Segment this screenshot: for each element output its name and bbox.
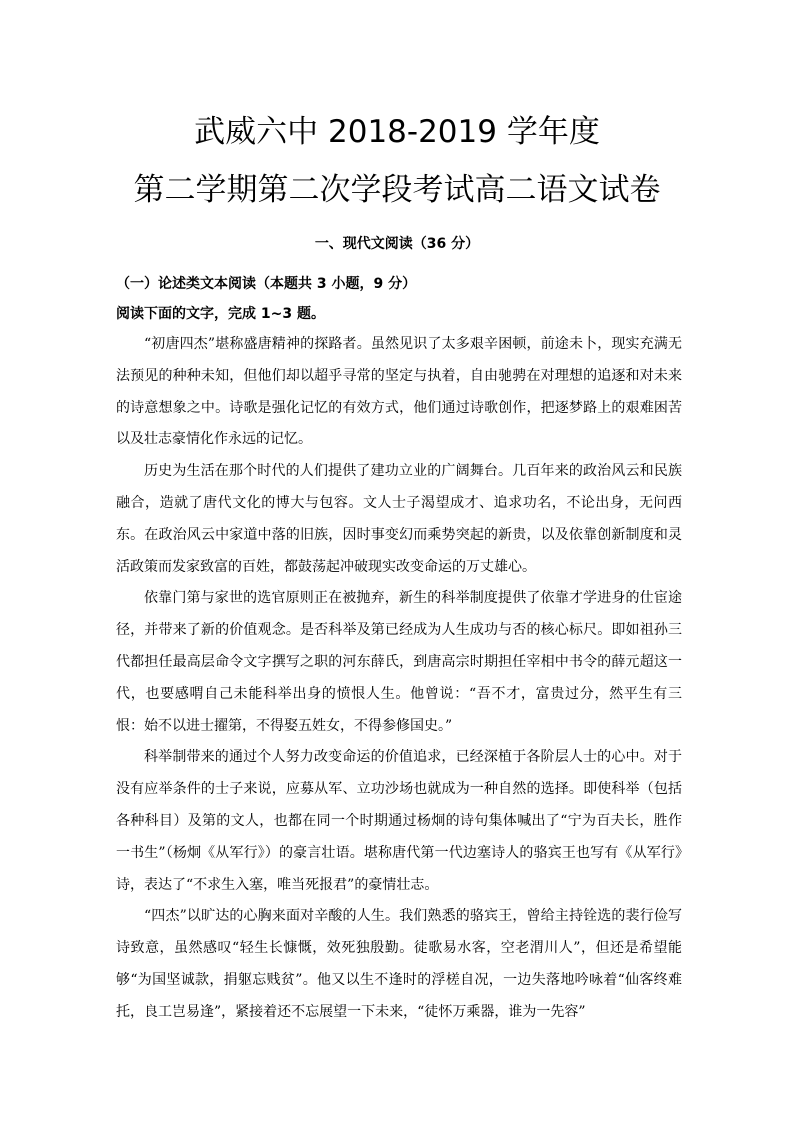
- section-heading: 一、现代文阅读（36 分）: [314, 236, 480, 252]
- passage-paragraph: 科举制带来的通过个人努力改变命运的价值追求，已经深植于各阶层人士的心中。对于没有应举条件的士子来说，应募从军、立功沙场也就成为一种自然的选择。即使科举（包括各种科目）及第的文人，也都在同一个时期通过杨炯的诗句集体喊出了“宁为百夫长，胜作一书生”（杨炯《从军行》）的豪言壮语。堪称唐代第一代边塞诗人的骆宾王也写有《从军行》诗，表达了“不求生入塞，唯当死报君”的豪情壮志。: [116, 749, 682, 893]
- passage-body: [116, 329, 682, 1029]
- reading-instruction: 阅读下面的文字，完成 1~3 题。: [116, 306, 325, 322]
- passage-paragraph: 历史为生活在那个时代的人们提供了建功立业的广阔舞台。几百年来的政治风云和民族融合，造就了唐代文化的博大与包容。文人士子渴望成才、追求功名，不论出身，无问西东。在政治风云中家道中落的旧族，因时事变幻而乘势突起的新贵，以及依靠创新制度和灵活政策而发家致富的百姓，都鼓荡起冲破现实改变命运的万丈雄心。: [116, 463, 682, 575]
- exam-title-line2: 第二学期第二次学段考试高二语文试卷: [133, 172, 661, 208]
- passage-paragraph: 依靠门第与家世的选官原则正在被抛弃，新生的科举制度提供了依靠才学进身的仕宦途径，并带来了新的价值观念。是否科举及第已经成为人生成功与否的核心标尺。即如祖孙三代都担任最高层命令文字撰写之职的河东薛氏，到唐高宗时期担任宰相中书令的薛元超这一代，也要感喟自己未能科举出身的愤恨人生。他曾说：“吾不才，富贵过分，然平生有三恨：始不以进士擢第，不得娶五姓女，不得参修国史。”: [116, 590, 682, 734]
- passage-paragraph: “四杰”以旷达的心胸来面对辛酸的人生。我们熟悉的骆宾王，曾给主持铨选的裴行俭写诗致意，虽然感叹“轻生长慷慨，效死独殷勤。徒歌易水客，空老渭川人”，但还是希望能够“为国坚诚款，捐躯忘贱贫”。他又以生不逢时的浮槎自况，一边失落地吟咏着“仙客终难托，良工岂易逢”，紧接着还不忘展望一下未来，“徒怀万乘器，谁为一先容”: [116, 908, 682, 1020]
- exam-title-line1: 武威六中 2018-2019 学年度: [194, 114, 600, 150]
- subsection-heading: （一）论述类文本阅读（本题共 3 小题，9 分）: [116, 276, 417, 292]
- passage-paragraph: “初唐四杰”堪称盛唐精神的探路者。虽然见识了太多艰辛困顿，前途未卜，现实充满无法预见的种种未知，但他们却以超乎寻常的坚定与执着，自由驰骋在对理想的追逐和对未来的诗意想象之中。诗歌是强化记忆的有效方式，他们通过诗歌创作，把逐梦路上的艰难困苦以及壮志豪情化作永远的记忆。: [116, 336, 682, 448]
